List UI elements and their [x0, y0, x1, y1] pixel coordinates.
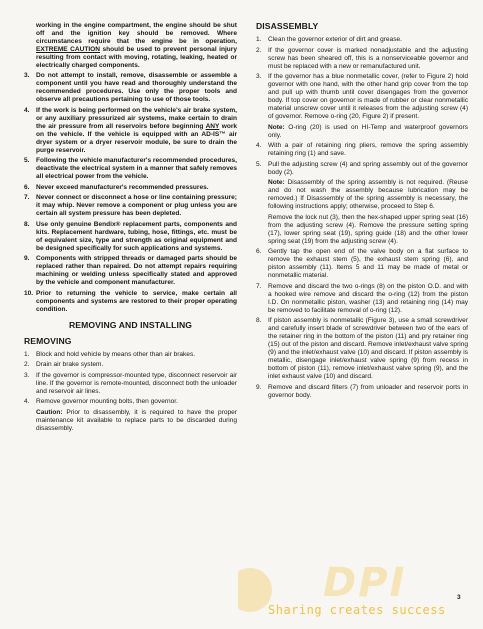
caution-note: Caution: Prior to disassembly, it is required to have the proper maintenance kit available to replace parts to be discarded during disassembly.: [36, 408, 237, 432]
section-title-disassembly: DISASSEMBLY: [256, 21, 319, 31]
disassembly-step-9: 9. Remove and discard filters (7) from unloader and reservoir ports in governor body.: [256, 383, 468, 399]
section-title-removing: REMOVING: [24, 335, 72, 346]
safety-item-3: 3. Do not attempt to install, remove, disassemble or assemble a component until you have read and thoroughly understand the recommended procedures. Use only the proper tools and observe all precautions pertaining to use of those tools.: [24, 72, 237, 103]
removing-step-3: 3. If the governor is compressor-mounted type, disconnect reservoir air line. If the governor is remote-mounted, disconnect both the unloader and reservoir air lines.: [24, 371, 237, 395]
disassembly-step-8: 8. If piston assembly is nonmetallic (Figure 3), use a small screwdriver and carefully insert blade of screwdriver between two of the ears of the retainer ring in the bottom of the piston (11) and pry retainer ring (15) out of the piston and discard. Remove inlet/exhaust valve spring (9) and the inlet/exhaust valve (10) and discard. If piston assembly is metallic, disengage inlet/exhaust valve spring (9) from recess in bottom of piston (11), remove inlet/exhaust valve spring (9), and the inlet exhaust valve (10) and discard.: [256, 317, 468, 380]
intro-text: working in the engine compartment, the engine should be shut off and the ignition key should be removed. Where circumstances require that the engine be in operation,: [36, 22, 237, 45]
safety-item-8: 8. Use only genuine Bendix® replacement parts, components and kits. Replacement hardware, tubing, hose, fittings, etc. must be of equivalent size, type and strength as original equipment and be designed specifically for such applications and systems.: [24, 220, 237, 252]
removing-step-1: 1. Block and hold vehicle by means other than air brakes.: [24, 350, 196, 358]
footer-slogan: Sharing creates success: [268, 603, 446, 617]
page-number: 3: [457, 594, 461, 601]
extreme-caution: EXTREME CAUTION: [36, 46, 100, 53]
disassembly-step-4: 4. With a pair of retaining ring pliers, remove the spring assembly retaining ring (1) and save.: [256, 142, 468, 157]
removing-step-2: 2. Drain air brake system.: [24, 361, 104, 368]
disassembly-step-7: 7. Remove and discard the two o-rings (8) on the piston O.D. and with a hooked wire remove and discard the o-ring (12) from the piston I.D. On nonmetallic piston, washer (13) and retaining ring (14) may be removed to facilitate removal of o-ring (12).: [256, 282, 468, 314]
safety-item-10: 10. Prior to returning the vehicle to service, make certain all components and systems are restored to their proper operating condition.: [24, 289, 237, 313]
safety-item-7: 7. Never connect or disconnect a hose or line containing pressure; it may whip. Never remove a component or plug unless you are certain all system pressure has been depleted.: [24, 194, 237, 217]
right-column: [256, 22, 468, 402]
intro-text-rest: should be used to prevent personal injury resulting from contact with moving, rotating, leaking, heated or electrically charged components.: [36, 46, 237, 69]
safety-item-6: 6. Never exceed manufacturer's recommended pressures.: [24, 183, 209, 191]
step-5-extra: Remove the lock nut (3), then the hex-shaped upper spring seat (16) from the adjusting screw (4). Remove the pressure setting spring (17), lower spring seat (19), spring guide (18) and the other lower spring seat (19) from the adjusting screw (4).: [268, 213, 468, 245]
section-title-removing-installing: REMOVING AND INSTALLING: [68, 319, 193, 330]
watermark-text: DPI: [323, 560, 407, 606]
left-column: [24, 22, 237, 435]
disassembly-step-6: 6. Gently tap the open end of the valve body on a flat surface to remove the exhaust stem (5), the exhaust stem spring (6), and piston assembly (11). Items 5 and 11 may be made of metal or nonmetallic material.: [256, 248, 468, 279]
disassembly-step-5: 5. Pull the adjusting screw (4) and spring assembly out of the governor body (2).: [256, 160, 468, 176]
disassembly-step-3: 3. If the governor has a blue nonmetallic cover, (refer to Figure 2) hold governor with one hand, with the other hand grip cover from the top and pull up with thumb until cover disengages from the governor body. If top cover on governor is made of rubber or clear nonmetallic material unscrew cover until it releases from the adjusting screw (4) of governor. Remove o-ring (20, Figure 2) if present.: [256, 73, 468, 120]
note-step-5: Note: Disassembly of the spring assembly is not required. (Reuse and do not wash the assembly because lubrication may be removed.) If Disassembly of the spring assembly is necessary, the following instructions apply; otherwise, proceed to Step 6.: [268, 179, 468, 210]
safety-item-4: 4. If the work is being performed on the vehicle's air brake system, or any auxiliary pressurized air systems, make certain to drain the air pressure from all reservoirs before beginning ANY work on the vehicle. If the vehicle is equipped with an AD-IS™ air dryer system or a dryer reservoir module, be sure to drain the purge reservoir.: [24, 106, 238, 154]
disassembly-step-1: 1. Clean the governor exterior of dirt and grease.: [256, 36, 402, 43]
intro-paragraph: [36, 22, 237, 70]
disassembly-step-2: 2. If the governor cover is marked nonadjustable and the adjusting screw has been sheared off, this is a nonserviceable governor and must be replaced with a new or remanufactured unit.: [256, 46, 468, 70]
note-step-3: Note: O-ring (20) is used on HI-Temp and waterproof governors only.: [268, 123, 469, 139]
safety-item-9: 9. Components with stripped threads or damaged parts should be replaced rather than repaired. Do not attempt repairs requiring machining or welding unless specifically stated and approved by the vehicle and component manufacturer.: [24, 255, 237, 286]
removing-step-4: 4. Remove governor mounting bolts, then governor.: [24, 398, 178, 405]
safety-item-5: 5. Following the vehicle manufacturer's recommended procedures, deactivate the electrical system in a manner that safely removes all electrical power from the vehicle.: [24, 157, 237, 180]
